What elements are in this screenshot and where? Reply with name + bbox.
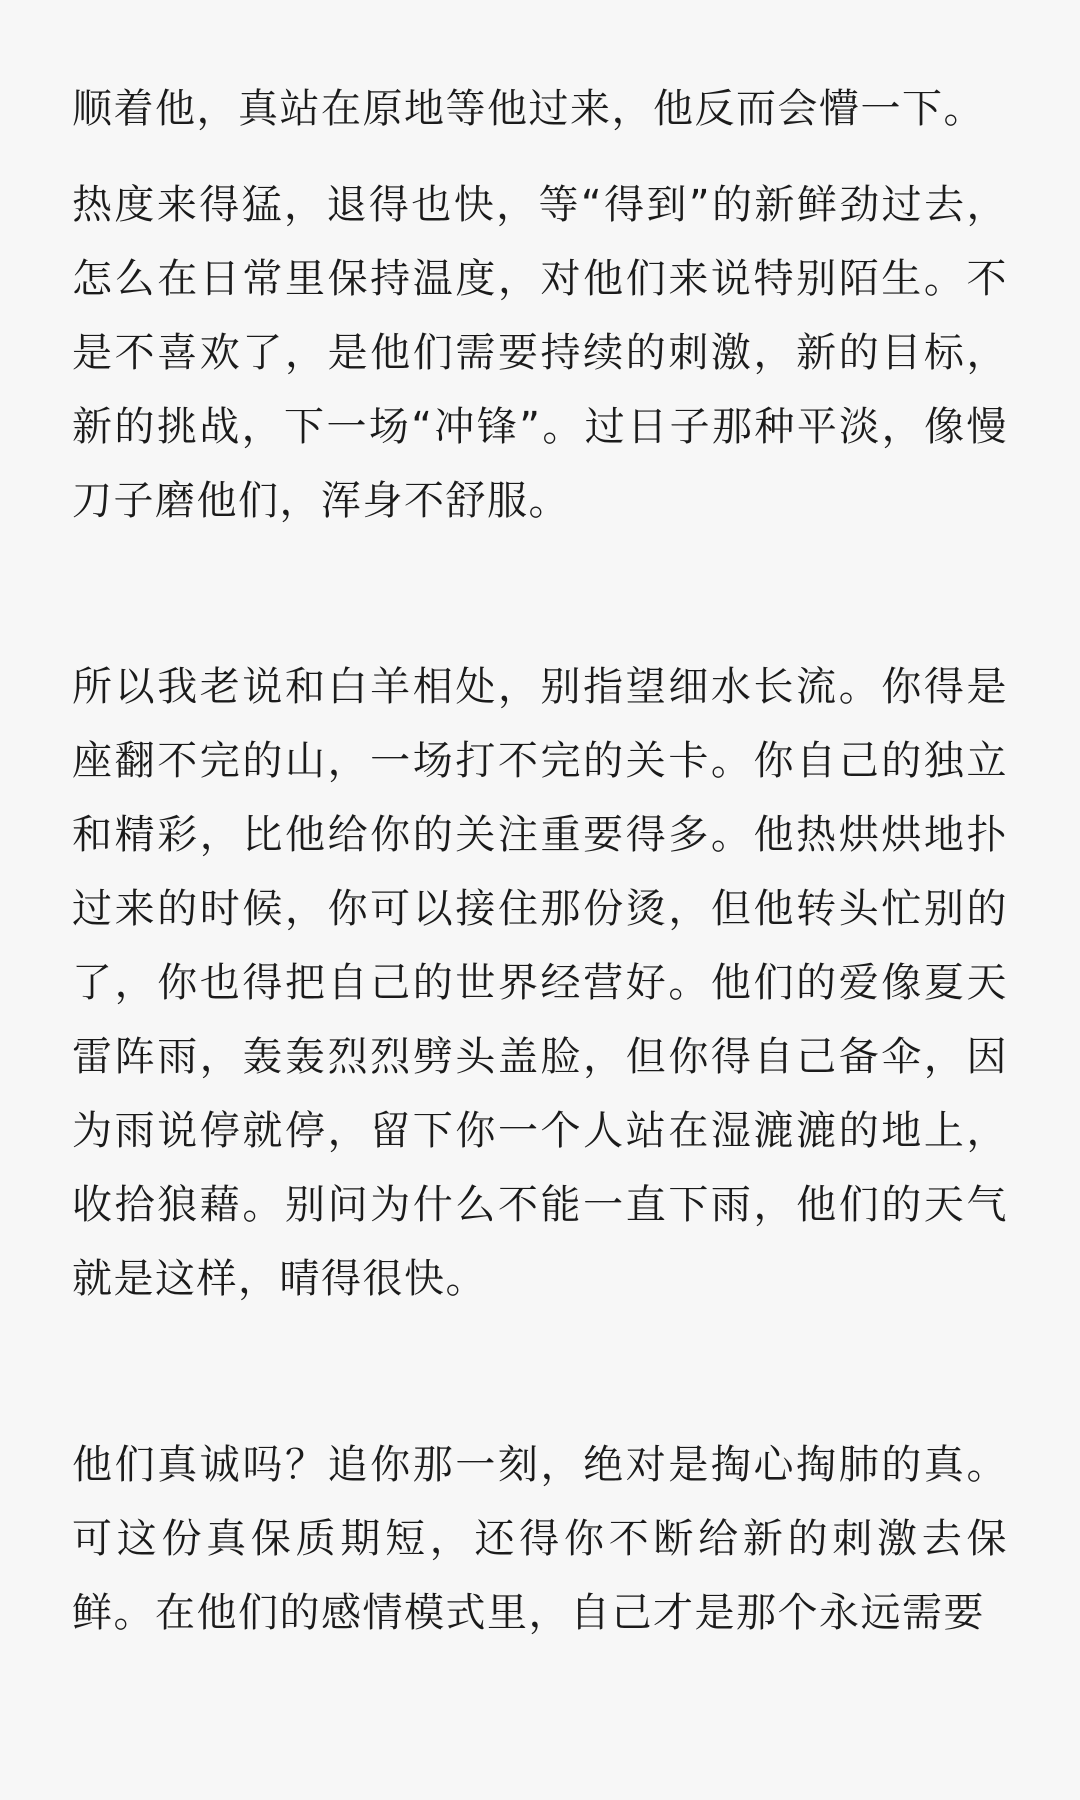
paragraph-3: 所以我老说和白羊相处，别指望细水长流。你得是座翻不完的山，一场打不完的关卡。你自己的独立和精彩，比他给你的关注重要得多。他热烘烘地扑过来的时候，你可以接住那份烫，但他转头忙别的了，你也得把自己的世界经营好。他们的爱像夏天雷阵雨，轰轰烈烈劈头盖脸，但你得自己备伞，因为雨说停就停，留下你一个人站在湿漉漉的地上，收拾狼藉。别问为什么不能一直下雨，他们的天气就是这样，晴得很快。: [72, 664, 1008, 1302]
section-spacer: [72, 1316, 1008, 1428]
paragraph-1: 顺着他，真站在原地等他过来，他反而会懵一下。: [72, 86, 985, 132]
section-spacer: [72, 538, 1008, 650]
article-body: [72, 72, 1008, 1650]
paragraph-spacer: [72, 146, 1008, 168]
paragraph-4: 他们真诚吗？追你那一刻，绝对是掏心掏肺的真。可这份真保质期短，还得你不断给新的刺激去保鲜。在他们的感情模式里，自己才是那个永远需要: [72, 1442, 1008, 1636]
paragraph-2: 热度来得猛，退得也快，等“得到”的新鲜劲过去，怎么在日常里保持温度，对他们来说特别陌生。不是不喜欢了，是他们需要持续的刺激，新的目标，新的挑战，下一场“冲锋”。过日子那种平淡，像慢刀子磨他们，浑身不舒服。: [72, 182, 1008, 524]
